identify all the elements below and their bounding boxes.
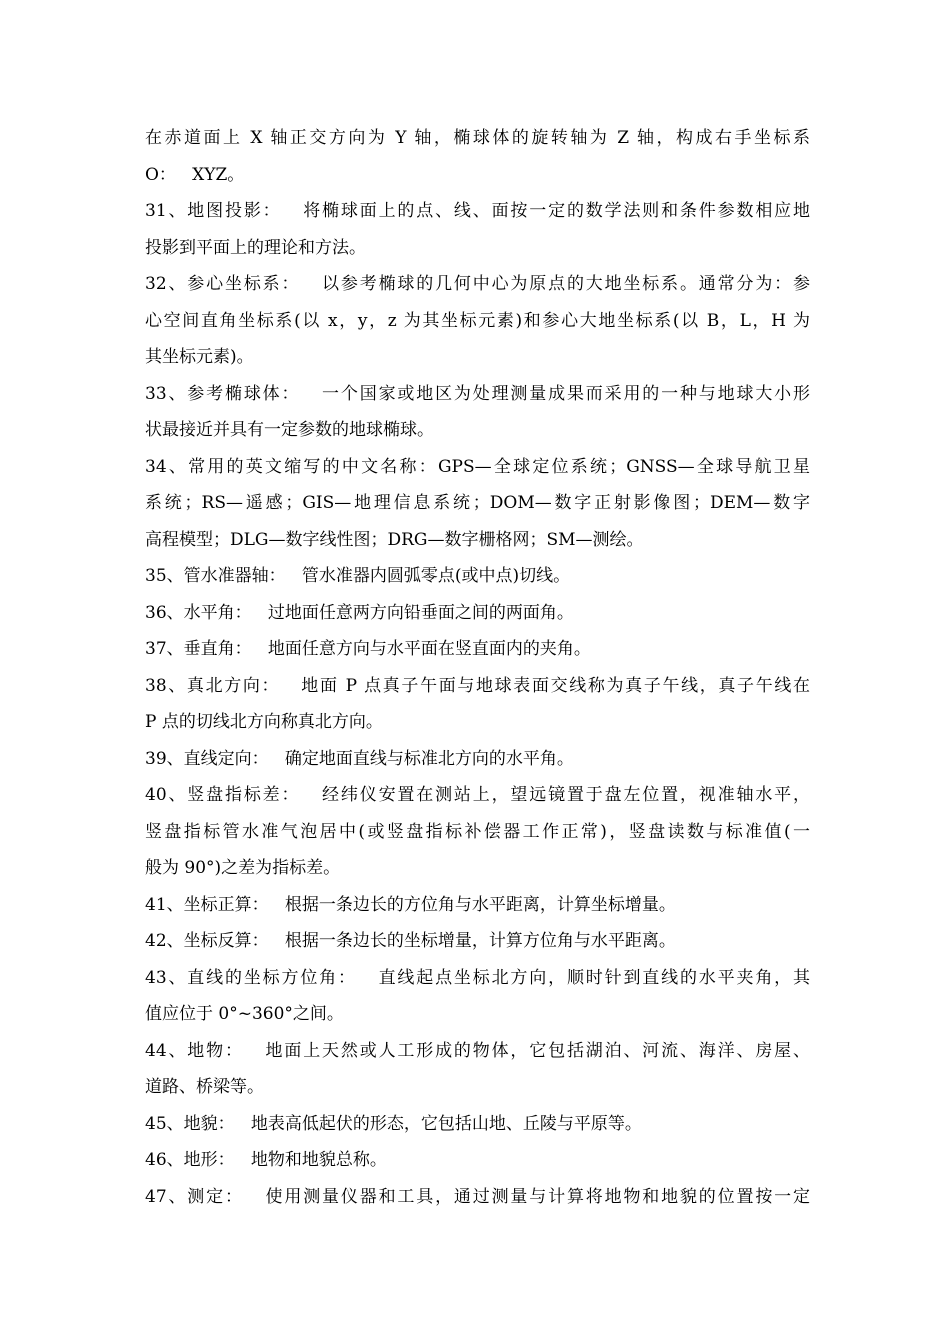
text-line: 41、坐标正算： 根据一条边长的方位角与水平距离，计算坐标增量。 [145, 894, 676, 915]
text-line: 44、地物： 地面上天然或人工形成的物体，它包括湖泊、河流、海洋、房屋、 [145, 1040, 810, 1061]
text-line: 40、竖盘指标差： 经纬仪安置在测站上，望远镜置于盘左位置，视准轴水平， [145, 785, 810, 805]
text-line: 竖盘指标管水准气泡居中(或竖盘指标补偿器工作正常)，竖盘读数与标准值(一 [145, 821, 810, 842]
text-line: 般为 90°)之差为指标差。 [145, 858, 341, 878]
text-line: 心空间直角坐标系(以 x，y，z 为其坐标元素)和参心大地坐标系(以 B，L，H 为 [145, 310, 810, 331]
text-line: 道路、桥梁等。 [145, 1077, 264, 1097]
text-line: 32、参心坐标系： 以参考椭球的几何中心为原点的大地坐标系。通常分为：参 [145, 274, 810, 294]
text-line: 值应位于 0°~360°之间。 [145, 1004, 344, 1024]
text-line: 47、测定： 使用测量仪器和工具，通过测量与计算将地物和地貌的位置按一定 [145, 1186, 810, 1207]
text-line: 42、坐标反算： 根据一条边长的坐标增量，计算方位角与水平距离。 [145, 931, 676, 951]
text-line: 投影到平面上的理论和方法。 [145, 237, 366, 258]
text-line: 38、真北方向： 地面 P 点真子午面与地球表面交线称为真子午线，真子午线在 [145, 675, 810, 696]
text-line: P 点的切线北方向称真北方向。 [145, 712, 383, 732]
text-line: 状最接近并具有一定参数的地球椭球。 [145, 420, 434, 440]
text-line: 36、水平角： 过地面任意两方向铅垂面之间的两面角。 [145, 602, 574, 623]
text-line: 37、垂直角： 地面任意方向与水平面在竖直面内的夹角。 [145, 639, 591, 659]
text-line: O： XYZ。 [145, 164, 245, 185]
text-line: 其坐标元素)。 [145, 347, 254, 367]
text-line: 系统；RS—遥感；GIS—地理信息系统；DOM—数字正射影像图；DEM—数字 [145, 493, 810, 513]
text-line: 33、参考椭球体： 一个国家或地区为处理测量成果而采用的一种与地球大小形 [145, 383, 810, 404]
text-line: 45、地貌： 地表高低起伏的形态，它包括山地、丘陵与平原等。 [145, 1113, 642, 1134]
text-line: 高程模型；DLG—数字线性图；DRG—数字栅格网；SM—测绘。 [145, 529, 644, 550]
text-line: 46、地形： 地物和地貌总称。 [145, 1150, 387, 1170]
text-line: 43、直线的坐标方位角： 直线起点坐标北方向，顺时针到直线的水平夹角，其 [145, 967, 810, 988]
text-line: 31、地图投影： 将椭球面上的点、线、面按一定的数学法则和条件参数相应地 [145, 201, 810, 221]
document-body [145, 120, 810, 1215]
text-line: 在赤道面上 X 轴正交方向为 Y 轴，椭球体的旋转轴为 Z 轴，构成右手坐标系 [145, 128, 810, 148]
text-line: 35、管水准器轴： 管水准器内圆弧零点(或中点)切线。 [145, 566, 571, 586]
text-line: 39、直线定向： 确定地面直线与标准北方向的水平角。 [145, 748, 574, 769]
text-line: 34、常用的英文缩写的中文名称：GPS—全球定位系统；GNSS—全球导航卫星 [145, 456, 810, 477]
